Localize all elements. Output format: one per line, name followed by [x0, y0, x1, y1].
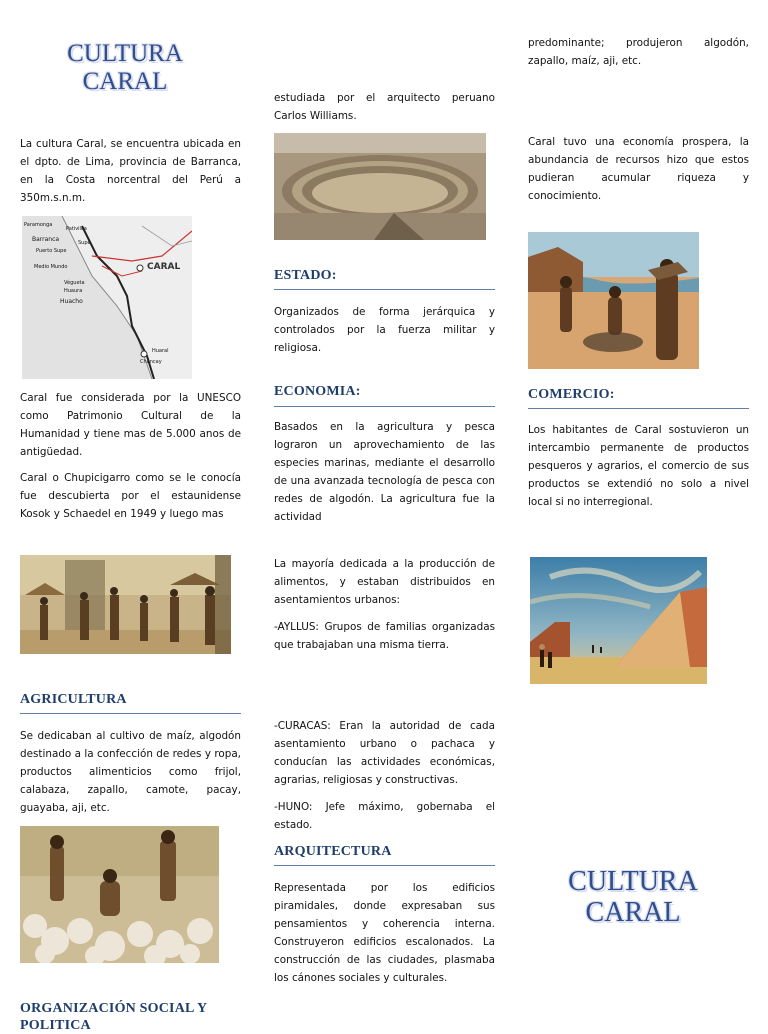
fishing-scene-image — [528, 232, 699, 369]
williams-paragraph: estudiada por el arquitecto peruano Carlos Williams. — [274, 92, 495, 122]
state-rule — [274, 289, 495, 290]
map-label-barranca: Barranca — [32, 236, 60, 243]
map-label-caral: CARAL — [147, 262, 181, 272]
agriculture-heading: AGRICULTURA — [20, 692, 127, 707]
map-label-huaral: Huaral — [152, 348, 169, 354]
title-line-1: CULTURA — [67, 40, 183, 67]
map-label-pativilca: Pativilca — [66, 226, 87, 232]
page-title — [40, 40, 210, 96]
unesco-paragraph: Caral fue considerada por la UNESCO como Patrimonio Cultural de la Humanidad y tiene mas de 5.000 anos de antigüedad. — [20, 392, 241, 458]
pyramid-graphic — [530, 557, 707, 684]
economy-paragraph: Basados en la agricultura y pesca lograron un aprovechamiento de las especies marinas, mediante el desarrollo de una avanzada tecnología de pesca con redes de algodón. La agricultura fue la actividad — [274, 421, 495, 523]
market-mural-graphic — [20, 555, 231, 654]
economy-rule — [274, 406, 495, 407]
social-organization-heading — [20, 1000, 210, 1034]
social-organization-heading-text: ORGANIZACIÓN SOCIAL Y POLITICA — [20, 1001, 207, 1033]
map-label-chancay: Chancay — [140, 359, 162, 365]
title-line-2: CARAL — [82, 68, 168, 95]
state-heading: ESTADO: — [274, 268, 337, 283]
commerce-heading: COMERCIO: — [528, 387, 615, 402]
agriculture-rule — [20, 713, 241, 714]
architecture-rule — [274, 865, 495, 866]
location-paragraph: La cultura Caral, se encuentra ubicada en el dpto. de Lima, provincia de Barranca, en la Costa norcentral del Perú a 350m.s.n.m. — [20, 138, 241, 204]
circular-plaza-graphic — [274, 133, 486, 240]
huno-paragraph: -HUNO: Jefe máximo, gobernaba el estado. — [274, 801, 495, 831]
predominant-paragraph: predominante; produjeron algodón, zapallo, maíz, aji, etc. — [528, 37, 749, 67]
map-label-paramonga: Paramonga — [24, 222, 53, 228]
map-label-vegueta: Végueta — [64, 280, 85, 286]
fishing-scene-graphic — [528, 232, 699, 369]
cotton-harvest-graphic — [20, 826, 219, 963]
architecture-heading: ARQUITECTURA — [274, 844, 392, 859]
prosperous-economy-paragraph: Caral tuvo una economía prospera, la abundancia de recursos hizo que estos pudieran acumular riqueza y conocimiento. — [528, 136, 749, 202]
pyramid-image — [530, 557, 707, 684]
majority-paragraph: La mayoría dedicada a la producción de alimentos, y estaban distribuidos en asentamientos urbanos: — [274, 558, 495, 606]
back-title — [540, 866, 726, 929]
state-paragraph: Organizados de forma jerárquica y controlados por la fuerza militar y religiosa. — [274, 306, 495, 354]
market-mural-image — [20, 555, 231, 654]
back-title-line-2: CARAL — [585, 897, 681, 929]
discovery-paragraph: Caral o Chupicigarro como se le conocía fue descubierta por el estaunidense Kosok y Schaedel en 1949 y luego mas — [20, 472, 241, 520]
economy-heading: ECONOMIA: — [274, 384, 361, 399]
map-label-medio-mundo: Medio Mundo — [34, 264, 68, 270]
map-label-huaura: Huaura — [64, 288, 83, 294]
ayllus-paragraph: -AYLLUS: Grupos de familias organizadas que trabajaban una misma tierra. — [274, 621, 495, 651]
cotton-harvest-image — [20, 826, 219, 963]
map-label-puerto-supe: Puerto Supe — [36, 248, 67, 254]
circular-plaza-image — [274, 133, 486, 240]
back-title-line-1: CULTURA — [568, 866, 698, 897]
curacas-paragraph: -CURACAS: Eran la autoridad de cada asentamiento urbano o pachaca y conducían las actividades económicas, agrarias, religiosas y constructivas. — [274, 720, 495, 786]
commerce-rule — [528, 408, 749, 409]
map-label-huacho: Huacho — [60, 298, 83, 305]
map-label-supe: Supe — [78, 240, 91, 246]
location-map — [22, 216, 192, 379]
commerce-paragraph: Los habitantes de Caral sostuvieron un intercambio permanente de productos pesqueros y agrarios, el comercio de sus productos se extendió no solo a nivel local si no interregional. — [528, 424, 749, 508]
architecture-paragraph: Representada por los edificios piramidales, donde expresaban sus pensamientos y coherencia interna. Construyeron edificios escalonados. La construcción de las ciudades, plasmaba los cánones sociales y culturales. — [274, 882, 495, 984]
agriculture-paragraph: Se dedicaban al cultivo de maíz, algodón destinado a la confección de redes y ropa, productos alimenticios como frijol, calabaza, zapallo, camote, pacay, guayaba, aji, etc. — [20, 730, 241, 814]
